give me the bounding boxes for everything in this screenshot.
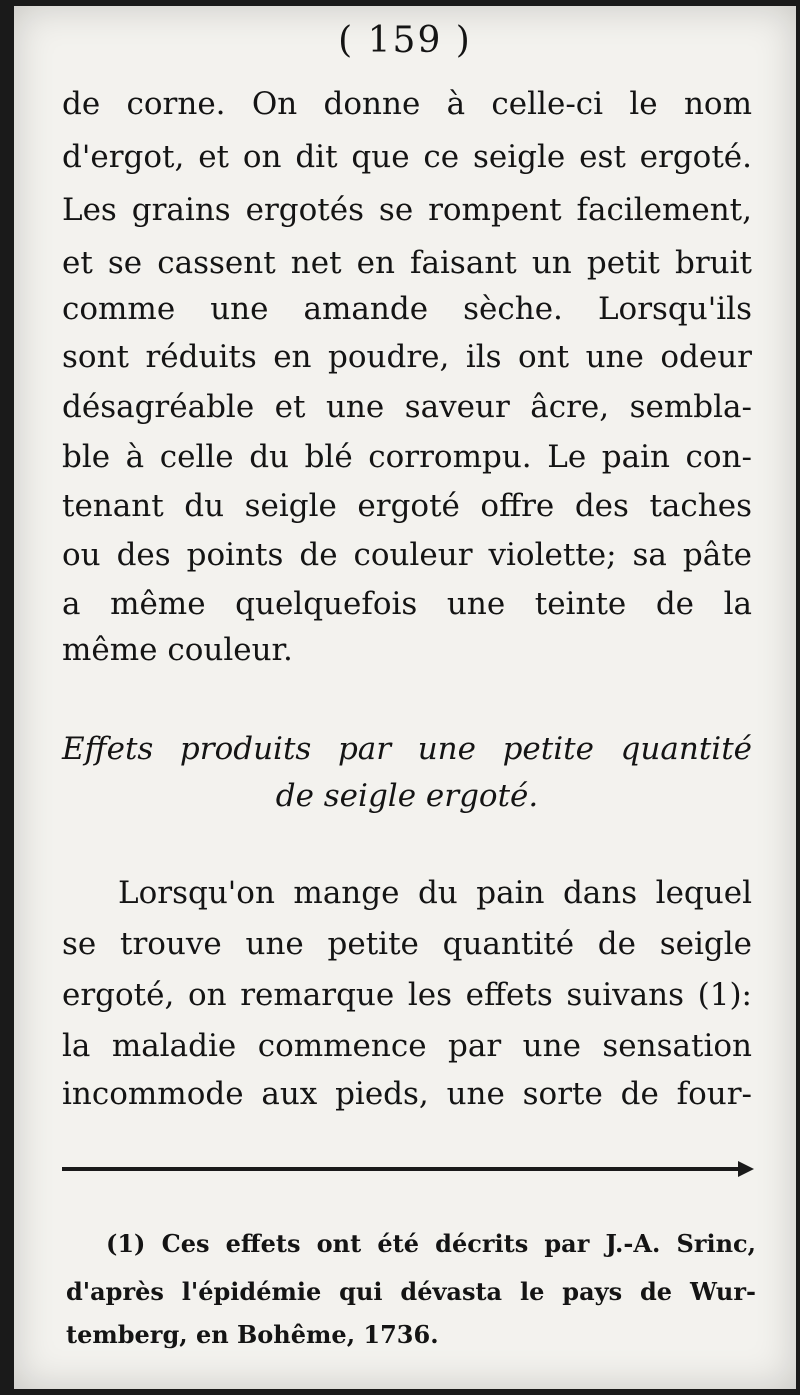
book-page [14,6,796,1389]
text-line: la maladie commence par une sensation [62,1028,752,1064]
text-line: a même quelquefois une teinte de la [62,586,752,622]
text-line: ble à celle du blé corrompu. Le pain con- [62,439,752,475]
text-line: ou des points de couleur violette; sa pâte [62,537,752,573]
text-line: et se cassent net en faisant un petit bruit [62,245,752,281]
text-line: incommode aux pieds, une sorte de four- [62,1076,752,1112]
text-line: désagréable et une saveur âcre, sembla- [62,389,752,425]
footnote-line: temberg, en Bohême, 1736. [66,1320,439,1349]
footnote-line: d'après l'épidémie qui dévasta le pays de Wur- [66,1277,756,1306]
section-heading: Effets produits par une petite quantité [62,731,752,767]
text-line: Lorsqu'on mange du pain dans lequel [118,875,752,911]
text-line: se trouve une petite quantité de seigle [62,926,752,962]
section-heading-line-2: de seigle ergoté. [275,778,539,814]
text-line: Les grains ergotés se rompent facilement, [62,192,752,228]
footnote-rule [62,1167,742,1171]
text-line: d'ergot, et on dit que ce seigle est ergoté. [62,139,752,175]
text-line: ergoté, on remarque les effets suivans (1): [62,977,752,1013]
text-line: de corne. On donne à celle-ci le nom [62,86,752,122]
text-line: même couleur. [62,632,293,668]
footnote-rule-arrow [738,1161,754,1177]
footnote-line: (1) Ces effets ont été décrits par J.-A. Srinc, [106,1229,756,1258]
text-line: sont réduits en poudre, ils ont une odeur [62,339,752,375]
page-number: ( 159 ) [338,20,472,61]
text-line: comme une amande sèche. Lorsqu'ils [62,291,752,327]
text-line: tenant du seigle ergoté offre des taches [62,488,752,524]
